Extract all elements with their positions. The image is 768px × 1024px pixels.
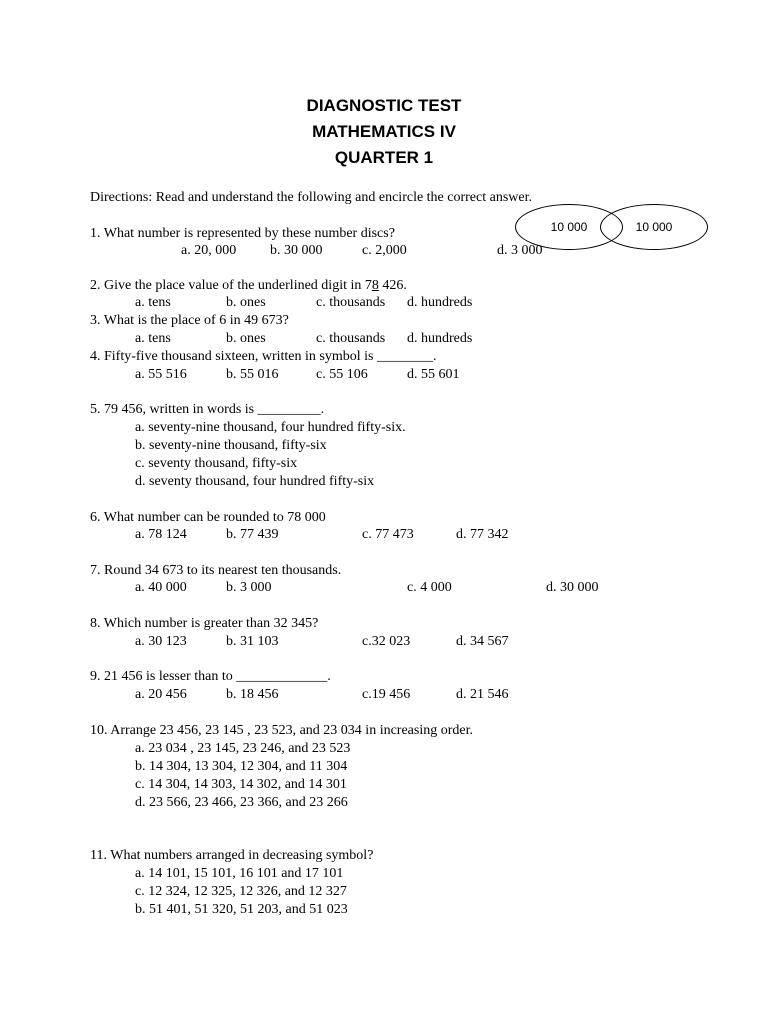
q10-option-d[interactable]: d. 23 566, 23 466, 23 366, and 23 266 (135, 795, 348, 810)
title-line-1: DIAGNOSTIC TEST (306, 96, 462, 115)
q4-option-c[interactable]: c. 55 106 (316, 367, 368, 382)
number-disc (600, 204, 708, 250)
q2-option-c[interactable]: c. thousands (316, 295, 386, 310)
question-2-text-end: 426. (378, 278, 407, 293)
q2-option-d[interactable]: d. hundreds (407, 295, 473, 310)
q7-option-c[interactable]: c. 4 000 (407, 580, 452, 595)
q1-option-c[interactable]: c. 2,000 (362, 243, 407, 258)
question-8: 8. Which number is greater than 32 345? (90, 616, 319, 631)
q3-option-b[interactable]: b. ones (226, 331, 266, 346)
question-9: 9. 21 456 is lesser than to _____________. (90, 669, 331, 684)
question-6: 6. What number can be rounded to 78 000 (90, 510, 326, 525)
q4-option-b[interactable]: b. 55 016 (226, 367, 279, 382)
q8-option-d[interactable]: d. 34 567 (456, 634, 509, 649)
question-11: 11. What numbers arranged in decreasing symbol? (90, 848, 374, 863)
q8-option-a[interactable]: a. 30 123 (135, 634, 187, 649)
question-1: 1. What number is represented by these number discs? (90, 226, 395, 241)
q1-option-a[interactable]: a. 20, 000 (181, 243, 237, 258)
question-10: 10. Arrange 23 456, 23 145 , 23 523, and 23 034 in increasing order. (90, 723, 473, 738)
q5-option-c[interactable]: c. seventy thousand, fifty-six (135, 456, 298, 471)
q11-option-c[interactable]: c. 12 324, 12 325, 12 326, and 12 327 (135, 884, 347, 899)
q5-option-d[interactable]: d. seventy thousand, four hundred fifty-six (135, 474, 375, 489)
title-line-2: MATHEMATICS IV (312, 122, 456, 141)
question-2 (90, 277, 407, 294)
question-5: 5. 79 456, written in words is _________. (90, 402, 325, 417)
q4-option-a[interactable]: a. 55 516 (135, 367, 187, 382)
q4-option-d[interactable]: d. 55 601 (407, 367, 460, 382)
q2-option-a[interactable]: a. tens (135, 295, 171, 310)
q5-option-a[interactable]: a. seventy-nine thousand, four hundred fifty-six. (135, 420, 406, 435)
q9-option-d[interactable]: d. 21 546 (456, 687, 509, 702)
number-disc-label: 10 000 (635, 220, 673, 234)
q7-option-d[interactable]: d. 30 000 (546, 580, 599, 595)
q6-option-c[interactable]: c. 77 473 (362, 527, 414, 542)
q3-option-a[interactable]: a. tens (135, 331, 171, 346)
question-7: 7. Round 34 673 to its nearest ten thousands. (90, 563, 342, 578)
q6-option-a[interactable]: a. 78 124 (135, 527, 187, 542)
q9-option-a[interactable]: a. 20 456 (135, 687, 187, 702)
q10-option-c[interactable]: c. 14 304, 14 303, 14 302, and 14 301 (135, 777, 347, 792)
q8-option-b[interactable]: b. 31 103 (226, 634, 279, 649)
q10-option-a[interactable]: a. 23 034 , 23 145, 23 246, and 23 523 (135, 741, 351, 756)
directions: Directions: Read and understand the following and encircle the correct answer. (90, 190, 533, 205)
question-4: 4. Fifty-five thousand sixteen, written in symbol is ________. (90, 349, 437, 364)
q9-option-c[interactable]: c.19 456 (362, 687, 411, 702)
q5-option-b[interactable]: b. seventy-nine thousand, fifty-six (135, 438, 327, 453)
question-2-text: 2. Give the place value of the underlined digit in 7 (90, 278, 372, 293)
q7-option-b[interactable]: b. 3 000 (226, 580, 272, 595)
q6-option-b[interactable]: b. 77 439 (226, 527, 279, 542)
q8-option-c[interactable]: c.32 023 (362, 634, 411, 649)
q1-option-b[interactable]: b. 30 000 (270, 243, 323, 258)
q6-option-d[interactable]: d. 77 342 (456, 527, 509, 542)
underlined-digit: 8 (371, 278, 379, 293)
question-3: 3. What is the place of 6 in 49 673? (90, 313, 289, 328)
q3-option-d[interactable]: d. hundreds (407, 331, 473, 346)
q1-option-d[interactable]: d. 3 000 (497, 243, 543, 258)
q2-option-b[interactable]: b. ones (226, 295, 266, 310)
q9-option-b[interactable]: b. 18 456 (226, 687, 279, 702)
title-line-3: QUARTER 1 (334, 148, 434, 167)
number-disc-label: 10 000 (550, 220, 588, 234)
q11-option-a[interactable]: a. 14 101, 15 101, 16 101 and 17 101 (135, 866, 344, 881)
q7-option-a[interactable]: a. 40 000 (135, 580, 187, 595)
q11-option-b[interactable]: b. 51 401, 51 320, 51 203, and 51 023 (135, 902, 348, 917)
q3-option-c[interactable]: c. thousands (316, 331, 386, 346)
q10-option-b[interactable]: b. 14 304, 13 304, 12 304, and 11 304 (135, 759, 348, 774)
